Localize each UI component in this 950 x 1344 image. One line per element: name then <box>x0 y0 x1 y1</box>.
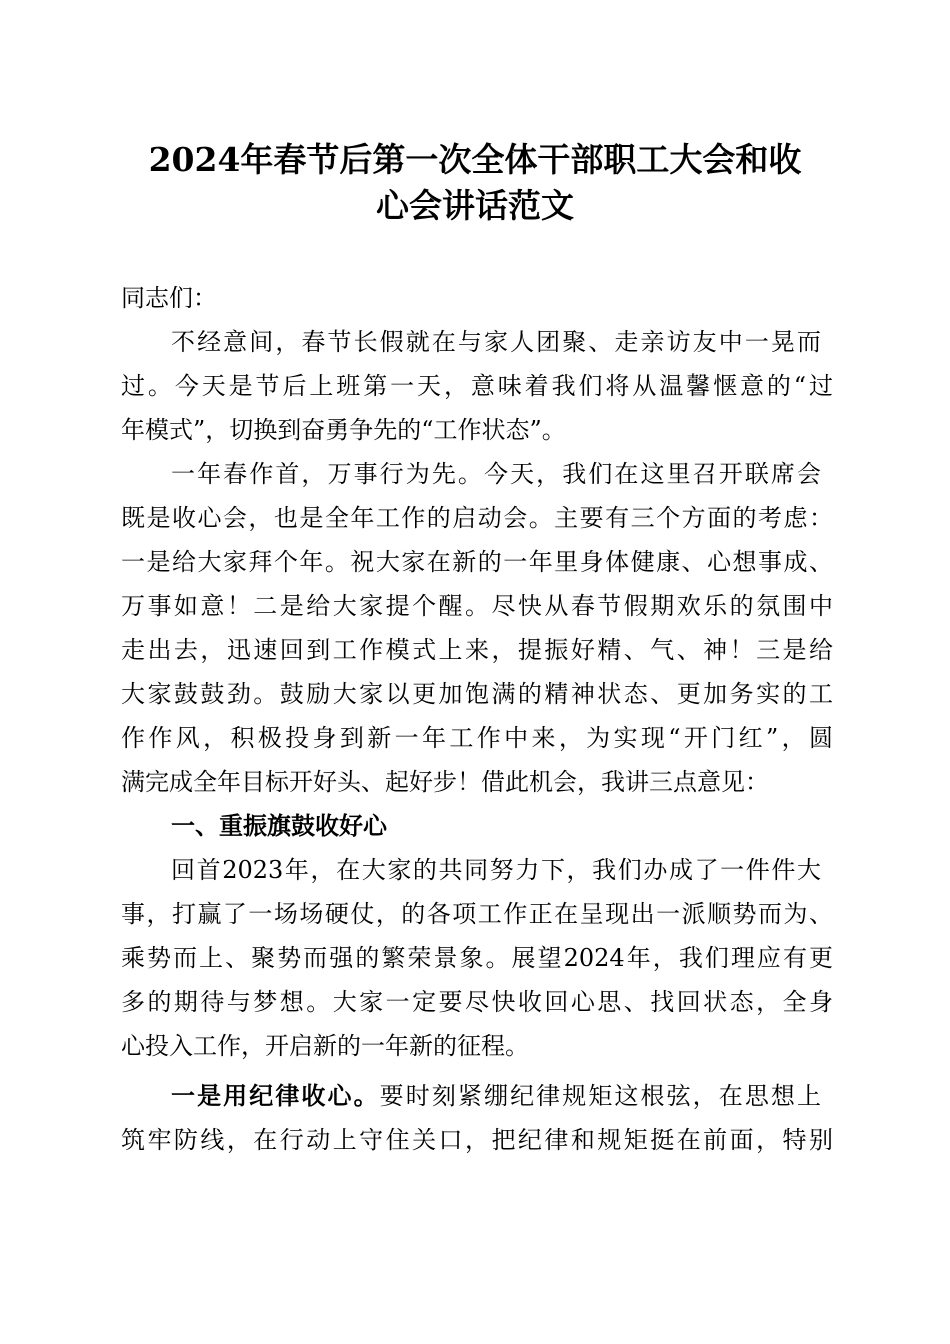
paragraph-1-line-3: 年模式”，切换到奋勇争先的“工作状态”。 <box>121 416 566 444</box>
paragraph-3-line-1: 回首2023年，在大家的共同努力下，我们办成了一件件大 <box>171 856 821 884</box>
paragraph-4-line-1 <box>171 1078 821 1114</box>
paragraph-1-line-2: 过。今天是节后上班第一天，意味着我们将从温馨惬意的“过 <box>121 372 833 400</box>
paragraph-2-line-3: 一是给大家拜个年。祝大家在新的一年里身体健康、心想事成、 <box>121 548 833 576</box>
document-title-line-1: 2024年春节后第一次全体干部职工大会和收 <box>148 140 802 179</box>
section-heading-1: 一、重振旗鼓收好心 <box>171 812 387 840</box>
paragraph-3-line-3: 乘势而上、聚势而强的繁荣景象。展望2024年，我们理应有更 <box>121 944 833 972</box>
paragraph-2-line-6: 大家鼓鼓劲。鼓励大家以更加饱满的精神状态、更加务实的工 <box>121 680 833 708</box>
paragraph-2-line-5: 走出去，迅速回到工作模式上来，提振好精、气、神！三是给 <box>121 636 833 664</box>
paragraph-1-line-1: 不经意间，春节长假就在与家人团聚、走亲访友中一晃而 <box>171 328 821 356</box>
paragraph-2-line-1: 一年春作首，万事行为先。今天，我们在这里召开联席会 <box>171 460 821 488</box>
document-title-line-2: 心会讲话范文 <box>376 186 574 225</box>
paragraph-3-line-2: 事，打赢了一场场硬仗，的各项工作正在呈现出一派顺势而为、 <box>121 900 833 928</box>
salutation: 同志们： <box>121 284 217 312</box>
paragraph-2-line-2: 既是收心会，也是全年工作的启动会。主要有三个方面的考虑： <box>121 504 833 532</box>
paragraph-2-line-4: 万事如意！二是给大家提个醒。尽快从春节假期欢乐的氛围中 <box>121 592 833 620</box>
paragraph-3-line-5: 心投入工作，开启新的一年新的征程。 <box>121 1032 529 1060</box>
paragraph-4-line-2: 筑牢防线，在行动上守住关口，把纪律和规矩挺在前面，特别 <box>121 1126 833 1154</box>
point-1-text: 要时刻紧绷纪律规矩这根弦，在思想上 <box>379 1082 822 1110</box>
paragraph-2-line-8: 满完成全年目标开好头、起好步！借此机会，我讲三点意见： <box>121 768 769 796</box>
paragraph-2-line-7: 作作风，积极投身到新一年工作中来，为实现“开门红”，圆 <box>121 724 833 752</box>
paragraph-3-line-4: 多的期待与梦想。大家一定要尽快收回心思、找回状态，全身 <box>121 988 833 1016</box>
point-1-lead: 一是用纪律收心。 <box>171 1081 380 1110</box>
